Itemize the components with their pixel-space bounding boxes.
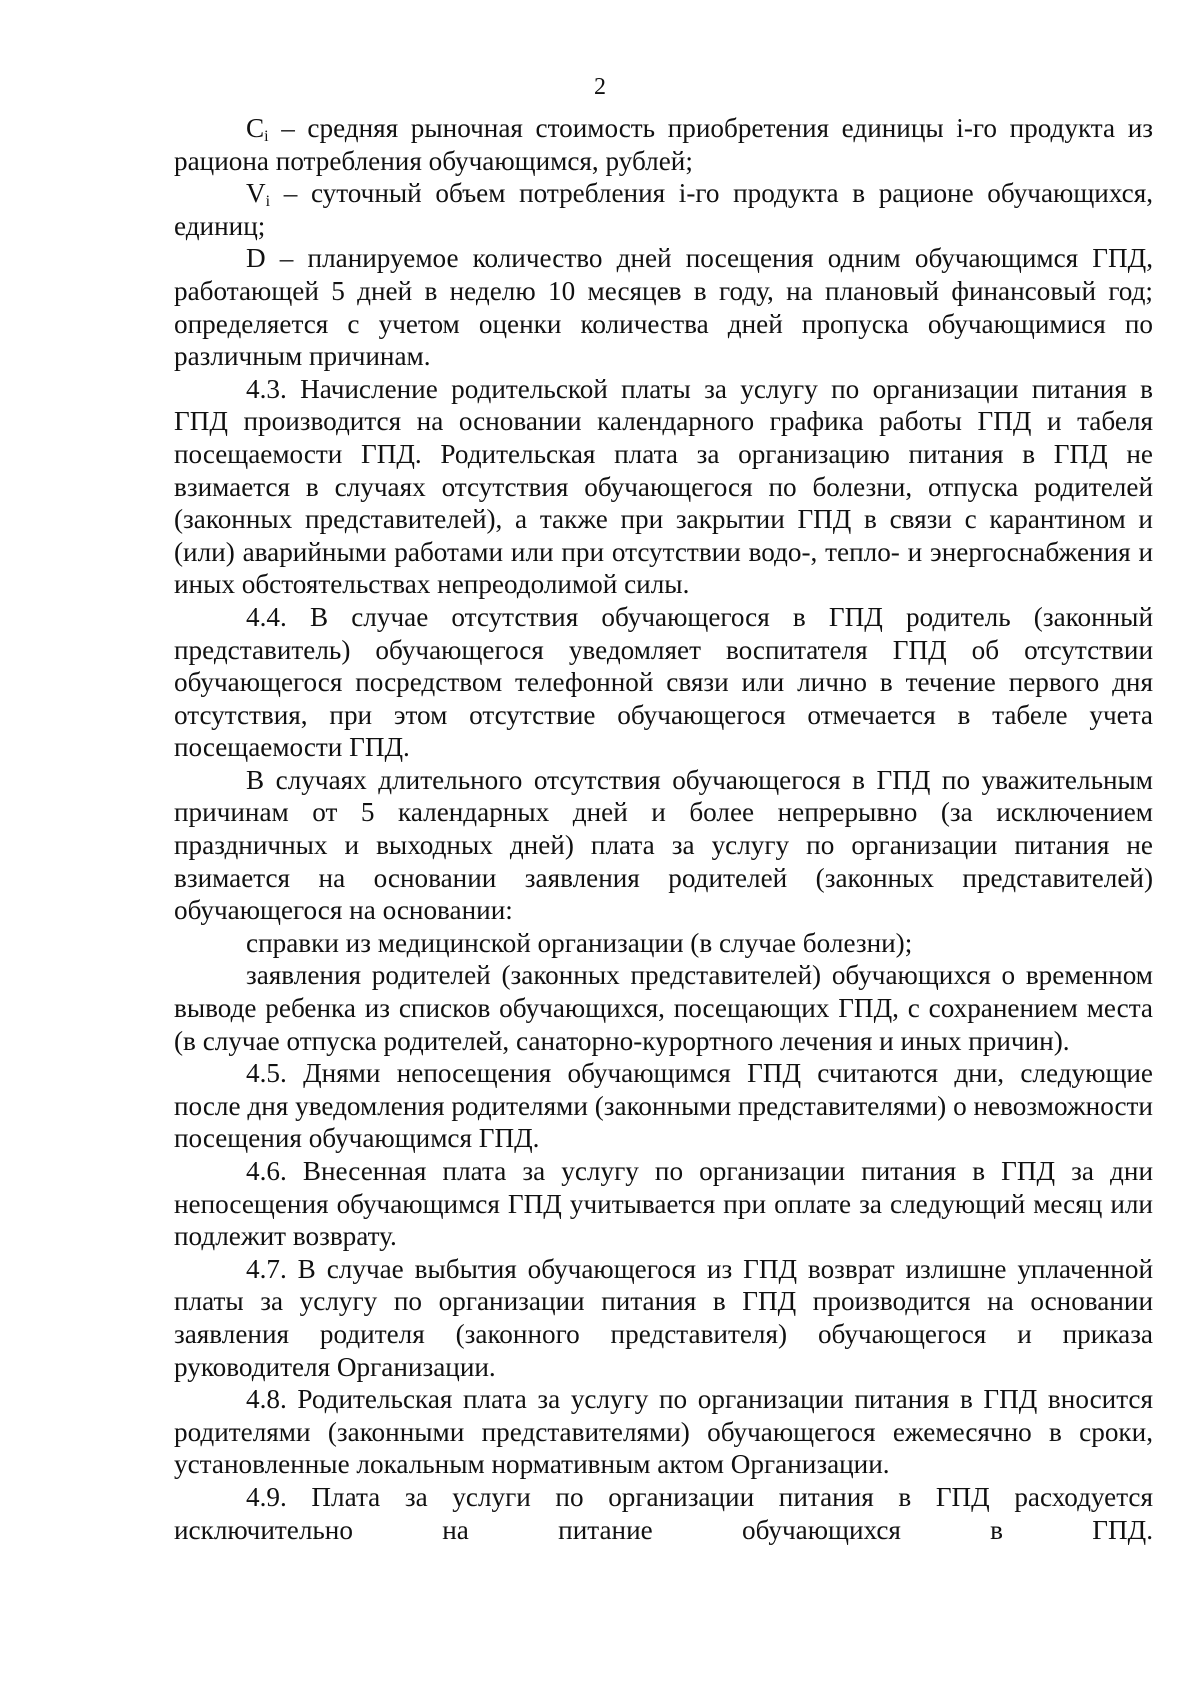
paragraph-4-3: 4.3. Начисление родительской платы за услугу по организации питания в ГПД производится на основании календарного графика работы ГПД и табеля посещаемости ГПД. Родительская плата за организацию питания в ГПД не взимается в случаях отсутствия обучающегося по болезни, отпуска родителей (законных представителей), а также при закрытии ГПД в связи с карантином и (или) аварийными работами или при отсутствии водо-, тепло- и энергоснабжения и иных обстоятельствах непреодолимой силы. (174, 373, 1153, 600)
page-number: 2 (594, 74, 606, 100)
symbol-d: D (246, 243, 266, 274)
definition-d (174, 242, 1153, 372)
symbol-c: C (246, 113, 265, 143)
definition-c (174, 112, 1153, 177)
symbol-v: V (246, 178, 266, 209)
paragraph-medical-certificate: справки из медицинской организации (в случае болезни); (246, 927, 913, 958)
paragraph-4-8: 4.8. Родительская плата за услугу по организации питания в ГПД вносится родителями (законными представителями) обучающегося ежемесячно в сроки, установленные локальным нормативным актом Организации. (174, 1384, 1153, 1480)
definition-d-text: – планируемое количество дней посещения одним обучающимся ГПД, работающей 5 дней в неделю 10 месяцев в году, на плановый финансовый год; определяется с учетом оценки количества дней пропуска обучающимися по различным причинам. (174, 243, 1153, 372)
subscript-c: i (264, 128, 269, 145)
paragraph-4-5: 4.5. Днями непосещения обучающимся ГПД считаются дни, следующие после дня уведомления родителями (законными представителями) о невозможности посещения обучающимся ГПД. (174, 1058, 1153, 1154)
paragraph-long-absence: В случаях длительного отсутствия обучающегося в ГПД по уважительным причинам от 5 календарных дней и более непрерывно (за исключением праздничных и выходных дней) плата за услугу по организации питания не взимается на основании заявления родителей (законных представителей) обучающегося на основании: (174, 764, 1153, 926)
definition-c-text: – средняя рыночная стоимость приобретения единицы i-го продукта из рациона потребления обучающимся, рублей; (174, 113, 1153, 176)
subscript-v: i (265, 193, 271, 211)
document-body (174, 112, 1153, 1546)
paragraph-4-9: 4.9. Плата за услуги по организации питания в ГПД расходуется исключительно на питание обучающихся в ГПД. (174, 1481, 1153, 1545)
paragraph-4-7: 4.7. В случае выбытия обучающегося из ГПД возврат излишне уплаченной платы за услугу по организации питания в ГПД производится на основании заявления родителя (законного представителя) обучающегося и приказа руководителя Организации. (174, 1253, 1153, 1382)
paragraph-4-4: 4.4. В случае отсутствия обучающегося в ГПД родитель (законный представитель) обучающегося уведомляет воспитателя ГПД об отсутствии обучающегося посредством телефонной связи или лично в течение первого дня отсутствия, при этом отсутствие обучающегося отмечается в табеле учета посещаемости ГПД. (174, 601, 1153, 763)
paragraph-4-6: 4.6. Внесенная плата за услугу по организации питания в ГПД за дни непосещения обучающимся ГПД учитывается при оплате за следующий месяц или подлежит возврату. (174, 1156, 1153, 1252)
definition-v-text: – суточный объем потребления i-го продукта в рационе обучающихся, единиц; (174, 178, 1153, 241)
paragraph-parents-statement: заявления родителей (законных представителей) обучающихся о временном выводе ребенка из списков обучающихся, посещающих ГПД, с сохранением места (в случае отпуска родителей, санаторно-курортного лечения и иных причин). (174, 960, 1153, 1056)
definition-v (174, 177, 1153, 242)
